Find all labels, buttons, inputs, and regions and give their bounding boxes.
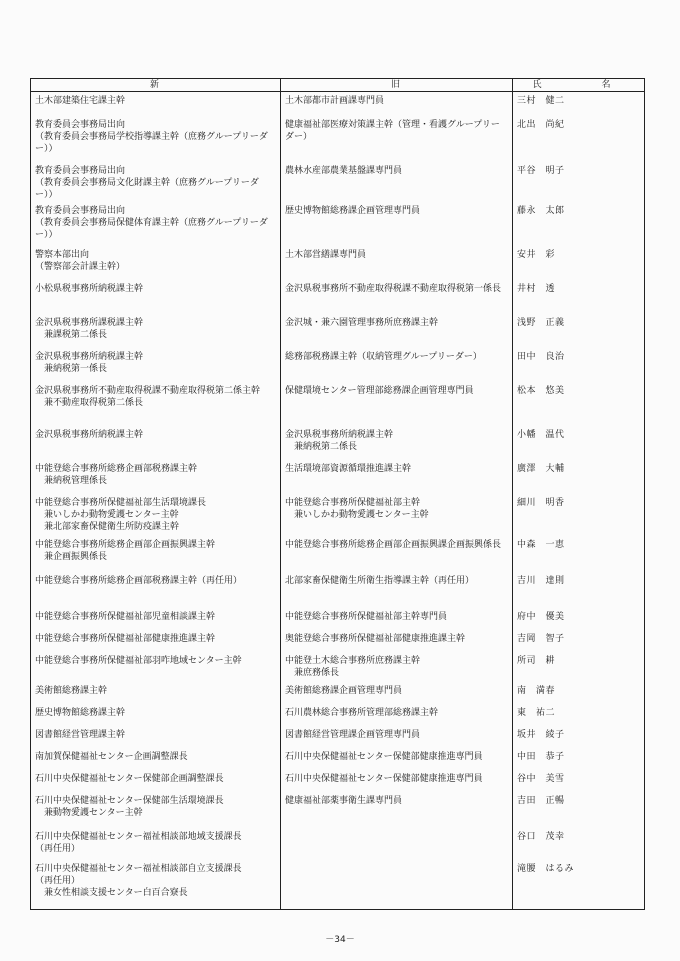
cell-old: [281, 860, 513, 910]
cell-new: 金沢県税事務所不動産取得税課不動産取得税第二係主幹 兼不動産取得税第二係長: [31, 382, 281, 426]
cell-new: 教育委員会事務局出向 （教育委員会事務局学校指導課主幹（庶務グループリーダー））: [31, 116, 281, 162]
table-row: [31, 748, 645, 770]
table-row: [31, 572, 645, 608]
table-row: [31, 682, 645, 704]
cell-new: 中能登総合事務所総務企画部税務課主幹 兼納税管理係長: [31, 460, 281, 494]
cell-name: 浅野 正義: [513, 314, 645, 348]
cell-old: 土木部営繕課専門員: [281, 246, 513, 280]
table-row: [31, 116, 645, 162]
cell-name: 小幡 温代: [513, 426, 645, 460]
page-number: －34－: [325, 935, 355, 945]
cell-new: 中能登総合事務所保健福祉部児童相談課主幹: [31, 608, 281, 630]
personnel-table: [30, 78, 645, 910]
cell-old: 中能登総合事務所総務企画部企画振興課企画振興係長: [281, 536, 513, 572]
cell-new: 石川中央保健福祉センター福祉相談部自立支援課長 （再任用） 兼女性相談支援センター白百合寮長: [31, 860, 281, 910]
table-row: [31, 460, 645, 494]
cell-old: 金沢県税事務所納税課主幹 兼納税第二係長: [281, 426, 513, 460]
header-name: 氏 名: [513, 79, 645, 92]
cell-name: 所司 耕: [513, 652, 645, 682]
table-row: [31, 770, 645, 792]
cell-new: 土木部建築住宅課主幹: [31, 92, 281, 116]
cell-old: 奥能登総合事務所保健福祉部健康推進課主幹: [281, 630, 513, 652]
table-body: [31, 92, 645, 910]
cell-name: 滝腰 はるみ: [513, 860, 645, 910]
table-row: [31, 608, 645, 630]
cell-old: 石川中央保健福祉センター保健部健康推進専門員: [281, 748, 513, 770]
cell-old: 美術館総務課企画管理専門員: [281, 682, 513, 704]
cell-name: 松本 悠美: [513, 382, 645, 426]
table-row: [31, 792, 645, 828]
cell-old: 石川中央保健福祉センター保健部健康推進専門員: [281, 770, 513, 792]
cell-new: 小松県税事務所納税課主幹: [31, 280, 281, 314]
table-row: [31, 382, 645, 426]
cell-new: 教育委員会事務局出向 （教育委員会事務局保健体育課主幹（庶務グループリーダー））: [31, 202, 281, 246]
table-row: [31, 652, 645, 682]
cell-name: 細川 明香: [513, 494, 645, 536]
cell-new: 中能登総合事務所保健福祉部健康推進課主幹: [31, 630, 281, 652]
table-row: [31, 704, 645, 726]
cell-old: 生活環境部資源循環推進課主幹: [281, 460, 513, 494]
table-row: [31, 726, 645, 748]
cell-new: 教育委員会事務局出向 （教育委員会事務局文化財課主幹（庶務グループリーダー））: [31, 162, 281, 202]
cell-name: 吉田 正暢: [513, 792, 645, 828]
table-row: [31, 280, 645, 314]
cell-name: 三村 健二: [513, 92, 645, 116]
cell-new: 美術館総務課主幹: [31, 682, 281, 704]
cell-new: 金沢県税事務所納税課主幹: [31, 426, 281, 460]
cell-new: 中能登総合事務所総務企画部企画振興課主幹 兼企画振興係長: [31, 536, 281, 572]
cell-new: 石川中央保健福祉センター保健部企画調整課長: [31, 770, 281, 792]
table-row: [31, 860, 645, 910]
cell-name: 谷口 茂幸: [513, 828, 645, 860]
cell-name: 廣澤 大輔: [513, 460, 645, 494]
cell-name: 田中 良治: [513, 348, 645, 382]
table-row: [31, 162, 645, 202]
cell-new: 金沢県税事務所納税課主幹 兼納税第一係長: [31, 348, 281, 382]
cell-new: 中能登総合事務所保健福祉部羽咋地域センター主幹: [31, 652, 281, 682]
cell-name: 府中 優美: [513, 608, 645, 630]
cell-old: 総務部税務課主幹（収納管理グループリーダー）: [281, 348, 513, 382]
table-row: [31, 348, 645, 382]
table-row: [31, 314, 645, 348]
table-row: [31, 536, 645, 572]
cell-name: 坂井 綾子: [513, 726, 645, 748]
cell-name: 中森 一恵: [513, 536, 645, 572]
cell-name: 吉岡 智子: [513, 630, 645, 652]
cell-name: 平谷 明子: [513, 162, 645, 202]
cell-old: 保健環境センター管理部総務課企画管理専門員: [281, 382, 513, 426]
cell-new: 歴史博物館総務課主幹: [31, 704, 281, 726]
cell-old: 農林水産部農業基盤課専門員: [281, 162, 513, 202]
cell-name: 井村 透: [513, 280, 645, 314]
cell-name: 安井 彩: [513, 246, 645, 280]
cell-old: 石川農林総合事務所管理部総務課主幹: [281, 704, 513, 726]
cell-name: 南 満春: [513, 682, 645, 704]
cell-old: 図書館経営管理課企画管理専門員: [281, 726, 513, 748]
cell-name: 中田 恭子: [513, 748, 645, 770]
cell-old: 金沢城・兼六園管理事務所庶務課主幹: [281, 314, 513, 348]
table-row: [31, 202, 645, 246]
cell-old: 中能登土木総合事務所庶務課主幹 兼庶務係長: [281, 652, 513, 682]
cell-name: 藤永 太郎: [513, 202, 645, 246]
cell-new: 図書館経営管理課主幹: [31, 726, 281, 748]
cell-old: 健康福祉部医療対策課主幹（管理・看護グループリーダー）: [281, 116, 513, 162]
table-row: [31, 828, 645, 860]
cell-old: [281, 828, 513, 860]
cell-name: 東 祐二: [513, 704, 645, 726]
cell-new: 中能登総合事務所総務企画部税務課主幹（再任用）: [31, 572, 281, 608]
cell-new: 南加賀保健福祉センター企画調整課長: [31, 748, 281, 770]
cell-name: 吉川 達則: [513, 572, 645, 608]
cell-new: 石川中央保健福祉センター福祉相談部地域支援課長 （再任用）: [31, 828, 281, 860]
cell-old: 金沢県税事務所不動産取得税課不動産取得税第一係長: [281, 280, 513, 314]
cell-name: 谷中 美雪: [513, 770, 645, 792]
cell-old: 歴史博物館総務課企画管理専門員: [281, 202, 513, 246]
cell-old: 中能登総合事務所保健福祉部主幹専門員: [281, 608, 513, 630]
table-header-row: [31, 79, 645, 92]
cell-new: 中能登総合事務所保健福祉部生活環境課長 兼いしかわ動物愛護センター主幹 兼北部家畜保健衛生所防疫課主幹: [31, 494, 281, 536]
table-row: [31, 92, 645, 116]
cell-old: 土木部都市計画課専門員: [281, 92, 513, 116]
cell-new: 警察本部出向 （警察部会計課主幹）: [31, 246, 281, 280]
table-row: [31, 426, 645, 460]
table-row: [31, 246, 645, 280]
cell-old: 北部家畜保健衛生所衛生指導課主幹（再任用）: [281, 572, 513, 608]
cell-old: 健康福祉部薬事衛生課専門員: [281, 792, 513, 828]
table-row: [31, 494, 645, 536]
header-old: 旧: [281, 79, 513, 92]
cell-old: 中能登総合事務所保健福祉部主幹 兼いしかわ動物愛護センター主幹: [281, 494, 513, 536]
cell-new: 金沢県税事務所課税課主幹 兼課税第二係長: [31, 314, 281, 348]
header-new: 新: [31, 79, 281, 92]
cell-name: 北出 尚紀: [513, 116, 645, 162]
table-row: [31, 630, 645, 652]
cell-new: 石川中央保健福祉センター保健部生活環境課長 兼動物愛護センター主幹: [31, 792, 281, 828]
